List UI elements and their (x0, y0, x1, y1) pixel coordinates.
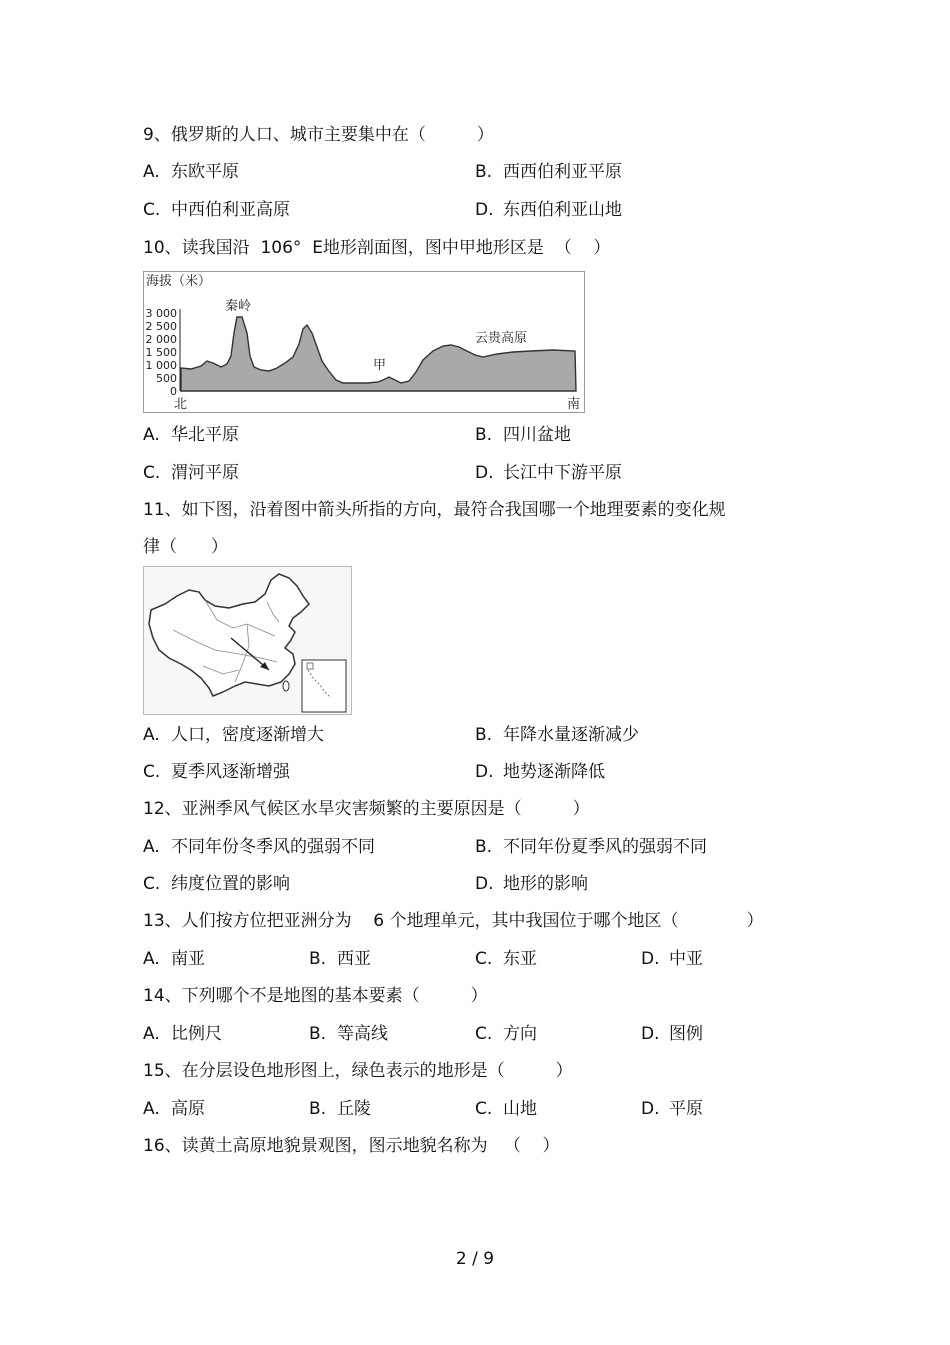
q9-option-d: D. 东西伯利亚山地 (475, 200, 622, 220)
q13-stem: 13、人们按方位把亚洲分为 6 个地理单元，其中我国位于哪个地区（ ） (143, 911, 764, 931)
label-north: 北 (174, 397, 188, 412)
label-qinling: 秦岭 (225, 299, 252, 314)
q11-option-b: B. 年降水量逐渐减少 (475, 725, 639, 745)
q12-option-b: B. 不同年份夏季风的强弱不同 (475, 837, 707, 857)
label-south: 南 (567, 397, 581, 412)
q10-option-d: D. 长江中下游平原 (475, 463, 622, 483)
q13-option-a: A. 南亚 (143, 949, 205, 969)
q9-option-c: C. 中西伯利亚高原 (143, 200, 290, 220)
q13-option-b: B. 西亚 (309, 949, 371, 969)
q15-option-d: D. 平原 (641, 1099, 703, 1119)
q14-option-d: D. 图例 (641, 1024, 703, 1044)
label-jia: 甲 (373, 358, 387, 373)
q11-stem-line1: 11、如下图，沿着图中箭头所指的方向，最符合我国哪一个地理要素的变化规 (143, 500, 726, 520)
q9-option-a: A. 东欧平原 (143, 162, 239, 182)
q9-stem: 9、俄罗斯的人口、城市主要集中在（ ） (143, 125, 494, 145)
q11-stem-line2: 律（ ） (143, 537, 228, 557)
y-tick-1500: 1 500 (145, 346, 177, 359)
q10-option-a: A. 华北平原 (143, 425, 239, 445)
q11-option-c: C. 夏季风逐渐增强 (143, 762, 290, 782)
y-tick-3000: 3 000 (145, 307, 177, 320)
q14-option-b: B. 等高线 (309, 1024, 388, 1044)
q13-option-d: D. 中亚 (641, 949, 703, 969)
y-tick-2000: 2 000 (145, 333, 177, 346)
q15-option-c: C. 山地 (475, 1099, 537, 1119)
q14-stem: 14、下列哪个不是地图的基本要素（ ） (143, 986, 488, 1006)
q9-option-b: B. 西西伯利亚平原 (475, 162, 622, 182)
q12-option-c: C. 纬度位置的影响 (143, 874, 290, 894)
page-number: 2 / 9 (455, 1249, 495, 1269)
q12-option-a: A. 不同年份冬季风的强弱不同 (143, 837, 375, 857)
q10-option-b: B. 四川盆地 (475, 425, 571, 445)
y-tick-2500: 2 500 (145, 320, 177, 333)
y-tick-0: 0 (170, 385, 177, 398)
q15-option-b: B. 丘陵 (309, 1099, 371, 1119)
q16-stem: 16、读黄土高原地貌景观图，图示地貌名称为 （ ） (143, 1136, 560, 1156)
q10-option-c: C. 渭河平原 (143, 463, 239, 483)
q14-option-a: A. 比例尺 (143, 1024, 222, 1044)
y-tick-1000: 1 000 (145, 359, 177, 372)
q12-option-d: D. 地形的影响 (475, 874, 588, 894)
y-axis-title: 海拔（米） (146, 274, 212, 289)
q15-option-a: A. 高原 (143, 1099, 205, 1119)
y-tick-500: 500 (156, 372, 177, 385)
terrain-profile-figure (143, 271, 585, 413)
q11-option-d: D. 地势逐渐降低 (475, 762, 605, 782)
q15-stem: 15、在分层设色地形图上，绿色表示的地形是（ ） (143, 1061, 573, 1081)
q11-option-a: A. 人口，密度逐渐增大 (143, 725, 324, 745)
label-yungui: 云贵高原 (475, 331, 528, 346)
q14-option-c: C. 方向 (475, 1024, 537, 1044)
q13-option-c: C. 东亚 (475, 949, 537, 969)
china-map-figure (143, 566, 352, 715)
q12-stem: 12、亚洲季风气候区水旱灾害频繁的主要原因是（ ） (143, 799, 590, 819)
q10-stem: 10、读我国沿 106° E地形剖面图，图中甲地形区是 （ ） (143, 238, 611, 258)
